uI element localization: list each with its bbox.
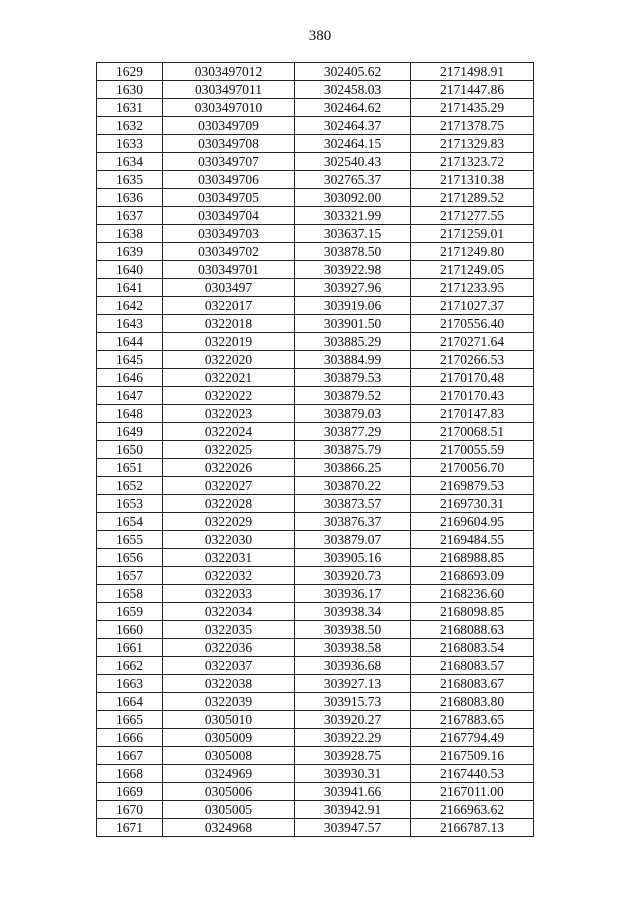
- point-code-cell: 0322031: [163, 549, 295, 567]
- point-code-cell: 0322028: [163, 495, 295, 513]
- x-coordinate-cell: 303941.66: [295, 783, 411, 801]
- point-code-cell: 030349704: [163, 207, 295, 225]
- table-row: [97, 441, 534, 459]
- point-number-cell: 1659: [97, 603, 163, 621]
- point-code-cell: 030349707: [163, 153, 295, 171]
- x-coordinate-cell: 303877.29: [295, 423, 411, 441]
- table-row: [97, 351, 534, 369]
- point-code-cell: 0305006: [163, 783, 295, 801]
- table-row: [97, 657, 534, 675]
- table-row: [97, 333, 534, 351]
- table-row: [97, 369, 534, 387]
- point-code-cell: 0322033: [163, 585, 295, 603]
- table-row: [97, 63, 534, 81]
- table-row: [97, 315, 534, 333]
- point-number-cell: 1646: [97, 369, 163, 387]
- table-row: [97, 585, 534, 603]
- point-number-cell: 1648: [97, 405, 163, 423]
- point-number-cell: 1668: [97, 765, 163, 783]
- table-row: [97, 549, 534, 567]
- point-number-cell: 1644: [97, 333, 163, 351]
- y-coordinate-cell: 2167011.00: [411, 783, 534, 801]
- table-row: [97, 639, 534, 657]
- y-coordinate-cell: 2168988.85: [411, 549, 534, 567]
- x-coordinate-cell: 302405.62: [295, 63, 411, 81]
- x-coordinate-cell: 302464.37: [295, 117, 411, 135]
- x-coordinate-cell: 303927.13: [295, 675, 411, 693]
- y-coordinate-cell: 2171249.05: [411, 261, 534, 279]
- table-row: [97, 711, 534, 729]
- coordinates-table: [96, 62, 534, 837]
- point-code-cell: 0322032: [163, 567, 295, 585]
- point-number-cell: 1666: [97, 729, 163, 747]
- x-coordinate-cell: 303920.73: [295, 567, 411, 585]
- point-number-cell: 1650: [97, 441, 163, 459]
- y-coordinate-cell: 2171378.75: [411, 117, 534, 135]
- x-coordinate-cell: 303936.68: [295, 657, 411, 675]
- x-coordinate-cell: 303321.99: [295, 207, 411, 225]
- y-coordinate-cell: 2171447.86: [411, 81, 534, 99]
- y-coordinate-cell: 2169484.55: [411, 531, 534, 549]
- x-coordinate-cell: 303879.52: [295, 387, 411, 405]
- point-code-cell: 0303497: [163, 279, 295, 297]
- x-coordinate-cell: 303942.91: [295, 801, 411, 819]
- y-coordinate-cell: 2170056.70: [411, 459, 534, 477]
- coordinates-table-body: [97, 63, 534, 837]
- point-code-cell: 0322025: [163, 441, 295, 459]
- point-code-cell: 0303497010: [163, 99, 295, 117]
- table-row: [97, 459, 534, 477]
- x-coordinate-cell: 303873.57: [295, 495, 411, 513]
- x-coordinate-cell: 303928.75: [295, 747, 411, 765]
- point-number-cell: 1630: [97, 81, 163, 99]
- y-coordinate-cell: 2168083.57: [411, 657, 534, 675]
- table-row: [97, 729, 534, 747]
- point-code-cell: 0322027: [163, 477, 295, 495]
- x-coordinate-cell: 303930.31: [295, 765, 411, 783]
- y-coordinate-cell: 2169730.31: [411, 495, 534, 513]
- x-coordinate-cell: 303938.50: [295, 621, 411, 639]
- point-code-cell: 0303497012: [163, 63, 295, 81]
- point-code-cell: 0305010: [163, 711, 295, 729]
- point-number-cell: 1658: [97, 585, 163, 603]
- point-number-cell: 1671: [97, 819, 163, 837]
- table-row: [97, 675, 534, 693]
- y-coordinate-cell: 2171323.72: [411, 153, 534, 171]
- table-row: [97, 801, 534, 819]
- table-row: [97, 423, 534, 441]
- table-row: [97, 171, 534, 189]
- point-number-cell: 1661: [97, 639, 163, 657]
- point-code-cell: 0322037: [163, 657, 295, 675]
- y-coordinate-cell: 2171498.91: [411, 63, 534, 81]
- point-number-cell: 1655: [97, 531, 163, 549]
- point-number-cell: 1639: [97, 243, 163, 261]
- point-code-cell: 0305009: [163, 729, 295, 747]
- y-coordinate-cell: 2171329.83: [411, 135, 534, 153]
- point-code-cell: 0322017: [163, 297, 295, 315]
- point-code-cell: 0322029: [163, 513, 295, 531]
- point-number-cell: 1664: [97, 693, 163, 711]
- point-code-cell: 030349705: [163, 189, 295, 207]
- point-code-cell: 0322023: [163, 405, 295, 423]
- table-row: [97, 189, 534, 207]
- table-row: [97, 135, 534, 153]
- table-row: [97, 531, 534, 549]
- y-coordinate-cell: 2171310.38: [411, 171, 534, 189]
- y-coordinate-cell: 2168083.67: [411, 675, 534, 693]
- y-coordinate-cell: 2170147.83: [411, 405, 534, 423]
- table-row: [97, 387, 534, 405]
- y-coordinate-cell: 2166963.62: [411, 801, 534, 819]
- table-row: [97, 297, 534, 315]
- y-coordinate-cell: 2169604.95: [411, 513, 534, 531]
- point-code-cell: 0322030: [163, 531, 295, 549]
- x-coordinate-cell: 303938.58: [295, 639, 411, 657]
- point-number-cell: 1641: [97, 279, 163, 297]
- point-code-cell: 030349701: [163, 261, 295, 279]
- y-coordinate-cell: 2170266.53: [411, 351, 534, 369]
- table-row: [97, 243, 534, 261]
- point-code-cell: 030349706: [163, 171, 295, 189]
- point-number-cell: 1645: [97, 351, 163, 369]
- x-coordinate-cell: 302464.15: [295, 135, 411, 153]
- table-row: [97, 513, 534, 531]
- x-coordinate-cell: 303885.29: [295, 333, 411, 351]
- table-row: [97, 117, 534, 135]
- point-code-cell: 0322020: [163, 351, 295, 369]
- y-coordinate-cell: 2168098.85: [411, 603, 534, 621]
- point-number-cell: 1653: [97, 495, 163, 513]
- x-coordinate-cell: 303884.99: [295, 351, 411, 369]
- table-row: [97, 567, 534, 585]
- point-number-cell: 1636: [97, 189, 163, 207]
- table-row: [97, 603, 534, 621]
- table-row: [97, 477, 534, 495]
- point-code-cell: 0324969: [163, 765, 295, 783]
- y-coordinate-cell: 2167509.16: [411, 747, 534, 765]
- point-code-cell: 0322019: [163, 333, 295, 351]
- point-code-cell: 0322035: [163, 621, 295, 639]
- y-coordinate-cell: 2171249.80: [411, 243, 534, 261]
- y-coordinate-cell: 2171277.55: [411, 207, 534, 225]
- x-coordinate-cell: 303922.98: [295, 261, 411, 279]
- y-coordinate-cell: 2168693.09: [411, 567, 534, 585]
- x-coordinate-cell: 303905.16: [295, 549, 411, 567]
- table-row: [97, 621, 534, 639]
- point-code-cell: 0322026: [163, 459, 295, 477]
- point-number-cell: 1667: [97, 747, 163, 765]
- point-number-cell: 1634: [97, 153, 163, 171]
- point-number-cell: 1638: [97, 225, 163, 243]
- point-number-cell: 1669: [97, 783, 163, 801]
- table-row: [97, 279, 534, 297]
- table-row: [97, 747, 534, 765]
- point-number-cell: 1649: [97, 423, 163, 441]
- point-code-cell: 0303497011: [163, 81, 295, 99]
- y-coordinate-cell: 2167794.49: [411, 729, 534, 747]
- y-coordinate-cell: 2171027.37: [411, 297, 534, 315]
- x-coordinate-cell: 303927.96: [295, 279, 411, 297]
- point-number-cell: 1629: [97, 63, 163, 81]
- x-coordinate-cell: 303920.27: [295, 711, 411, 729]
- x-coordinate-cell: 303866.25: [295, 459, 411, 477]
- x-coordinate-cell: 303922.29: [295, 729, 411, 747]
- point-code-cell: 0305005: [163, 801, 295, 819]
- point-number-cell: 1647: [97, 387, 163, 405]
- x-coordinate-cell: 303938.34: [295, 603, 411, 621]
- y-coordinate-cell: 2171233.95: [411, 279, 534, 297]
- point-code-cell: 0305008: [163, 747, 295, 765]
- point-code-cell: 0322039: [163, 693, 295, 711]
- point-number-cell: 1651: [97, 459, 163, 477]
- x-coordinate-cell: 303901.50: [295, 315, 411, 333]
- point-number-cell: 1663: [97, 675, 163, 693]
- point-code-cell: 0322021: [163, 369, 295, 387]
- table-row: [97, 261, 534, 279]
- x-coordinate-cell: 303875.79: [295, 441, 411, 459]
- x-coordinate-cell: 303637.15: [295, 225, 411, 243]
- point-number-cell: 1631: [97, 99, 163, 117]
- point-number-cell: 1660: [97, 621, 163, 639]
- point-code-cell: 0322034: [163, 603, 295, 621]
- y-coordinate-cell: 2166787.13: [411, 819, 534, 837]
- y-coordinate-cell: 2168088.63: [411, 621, 534, 639]
- point-number-cell: 1640: [97, 261, 163, 279]
- x-coordinate-cell: 302464.62: [295, 99, 411, 117]
- x-coordinate-cell: 303879.53: [295, 369, 411, 387]
- table-row: [97, 765, 534, 783]
- y-coordinate-cell: 2171289.52: [411, 189, 534, 207]
- table-row: [97, 153, 534, 171]
- point-number-cell: 1642: [97, 297, 163, 315]
- x-coordinate-cell: 303092.00: [295, 189, 411, 207]
- point-number-cell: 1643: [97, 315, 163, 333]
- point-number-cell: 1635: [97, 171, 163, 189]
- point-code-cell: 0322036: [163, 639, 295, 657]
- point-number-cell: 1662: [97, 657, 163, 675]
- point-number-cell: 1633: [97, 135, 163, 153]
- point-code-cell: 030349703: [163, 225, 295, 243]
- point-number-cell: 1657: [97, 567, 163, 585]
- table-row: [97, 225, 534, 243]
- x-coordinate-cell: 302765.37: [295, 171, 411, 189]
- y-coordinate-cell: 2171435.29: [411, 99, 534, 117]
- table-row: [97, 99, 534, 117]
- point-code-cell: 0322022: [163, 387, 295, 405]
- table-row: [97, 81, 534, 99]
- table-row: [97, 819, 534, 837]
- x-coordinate-cell: 303878.50: [295, 243, 411, 261]
- y-coordinate-cell: 2168236.60: [411, 585, 534, 603]
- point-number-cell: 1656: [97, 549, 163, 567]
- point-code-cell: 0322018: [163, 315, 295, 333]
- point-code-cell: 0322038: [163, 675, 295, 693]
- point-code-cell: 0324968: [163, 819, 295, 837]
- y-coordinate-cell: 2170055.59: [411, 441, 534, 459]
- table-row: [97, 495, 534, 513]
- point-number-cell: 1670: [97, 801, 163, 819]
- x-coordinate-cell: 302458.03: [295, 81, 411, 99]
- table-row: [97, 405, 534, 423]
- x-coordinate-cell: 303947.57: [295, 819, 411, 837]
- point-number-cell: 1654: [97, 513, 163, 531]
- table-row: [97, 783, 534, 801]
- x-coordinate-cell: 303919.06: [295, 297, 411, 315]
- x-coordinate-cell: 303915.73: [295, 693, 411, 711]
- y-coordinate-cell: 2170068.51: [411, 423, 534, 441]
- y-coordinate-cell: 2170170.43: [411, 387, 534, 405]
- table-row: [97, 693, 534, 711]
- point-code-cell: 030349708: [163, 135, 295, 153]
- point-number-cell: 1665: [97, 711, 163, 729]
- y-coordinate-cell: 2167440.53: [411, 765, 534, 783]
- y-coordinate-cell: 2170556.40: [411, 315, 534, 333]
- y-coordinate-cell: 2170271.64: [411, 333, 534, 351]
- y-coordinate-cell: 2169879.53: [411, 477, 534, 495]
- y-coordinate-cell: 2168083.80: [411, 693, 534, 711]
- point-code-cell: 030349702: [163, 243, 295, 261]
- y-coordinate-cell: 2171259.01: [411, 225, 534, 243]
- y-coordinate-cell: 2168083.54: [411, 639, 534, 657]
- point-code-cell: 030349709: [163, 117, 295, 135]
- point-number-cell: 1637: [97, 207, 163, 225]
- x-coordinate-cell: 303876.37: [295, 513, 411, 531]
- x-coordinate-cell: 303870.22: [295, 477, 411, 495]
- point-number-cell: 1652: [97, 477, 163, 495]
- point-code-cell: 0322024: [163, 423, 295, 441]
- y-coordinate-cell: 2167883.65: [411, 711, 534, 729]
- y-coordinate-cell: 2170170.48: [411, 369, 534, 387]
- page-number: 380: [308, 28, 332, 44]
- table-row: [97, 207, 534, 225]
- x-coordinate-cell: 303879.03: [295, 405, 411, 423]
- x-coordinate-cell: 302540.43: [295, 153, 411, 171]
- x-coordinate-cell: 303879.07: [295, 531, 411, 549]
- point-number-cell: 1632: [97, 117, 163, 135]
- x-coordinate-cell: 303936.17: [295, 585, 411, 603]
